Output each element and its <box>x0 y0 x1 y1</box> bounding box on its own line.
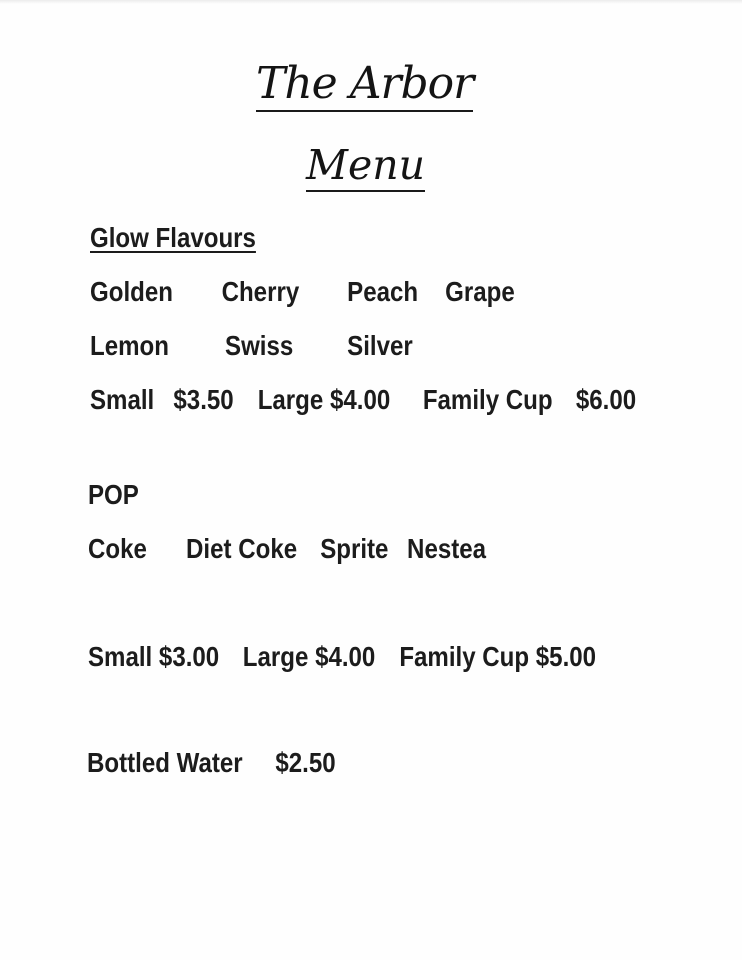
scan-edge <box>0 0 742 4</box>
flavour-lemon: Lemon <box>90 330 169 361</box>
water-price: $2.50 <box>275 747 336 778</box>
pop-diet-coke: Diet Coke <box>186 533 298 564</box>
flavour-silver: Silver <box>347 330 413 361</box>
glow-flavours-heading: Glow Flavours <box>90 222 256 253</box>
pop-small-price: Small $3.00 <box>88 641 220 672</box>
flavour-swiss: Swiss <box>225 330 294 361</box>
pop-family-price: Family Cup $5.00 <box>399 641 597 672</box>
pop-heading: POP <box>88 479 139 510</box>
flavour-cherry: Cherry <box>221 276 300 307</box>
glow-small-label: Small <box>90 384 155 415</box>
glow-small-price: $3.50 <box>173 384 234 415</box>
menu-title: The Arbor <box>256 62 473 112</box>
flavour-peach: Peach <box>347 276 419 307</box>
pop-sprite: Sprite <box>320 533 389 564</box>
glow-family-price: $6.00 <box>575 384 637 415</box>
pop-coke: Coke <box>88 533 147 564</box>
pop-large-price: Large $4.00 <box>242 641 376 672</box>
water-label: Bottled Water <box>87 747 243 778</box>
menu-subtitle: Menu <box>306 145 425 192</box>
pop-nestea: Nestea <box>407 533 487 564</box>
flavour-golden: Golden <box>90 276 173 307</box>
glow-family-label: Family Cup <box>422 384 553 415</box>
flavour-grape: Grape <box>445 276 515 307</box>
glow-large-price: Large $4.00 <box>257 384 391 415</box>
